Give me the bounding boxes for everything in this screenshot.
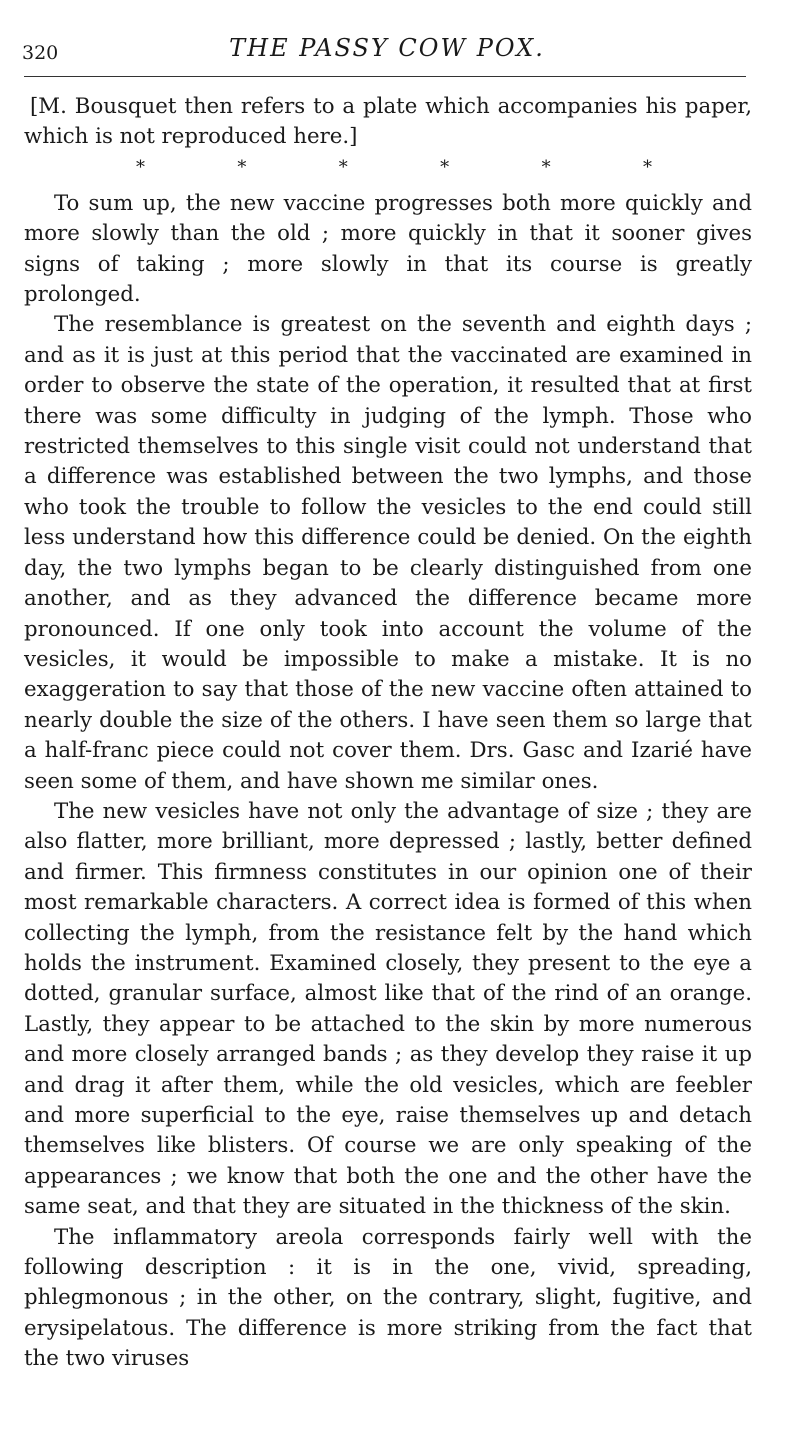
section-break-asterisks xyxy=(24,153,752,183)
header-rule xyxy=(24,76,746,77)
asterisk: * xyxy=(136,156,145,178)
asterisk: * xyxy=(541,156,551,178)
paragraph-resemblance: The resemblance is greatest on the seventh and eighth days ; and as it is just at this period that the vaccinated are examined in order to observe the state of the operation, it resulted that at first there was some difficulty in judging of the lymph. Those who restricted themselves to this single visit could not understand that a difference was established between the two lymphs, and those who took the trouble to follow the vesicles to the end could still less understand how this difference could be denied. On the eighth day, the two lymphs began to be clearly distinguished from one another, and as they advanced the difference became more pronounced. If one only took into account the volume of the vesicles, it would be impossible to make a mistake. It is no exaggeration to say that those of the new vaccine often attained to nearly double the size of the others. I have seen them so large that a half-franc piece could not cover them. Drs. Gasc and Izarié have seen some of them, and have shown me similar ones. xyxy=(24,312,752,794)
page-number: 320 xyxy=(22,42,59,64)
page-header xyxy=(22,34,752,66)
editorial-note: [M. Bousquet then refers to a plate which accompanies his paper, which is not reproduced here.] xyxy=(24,94,752,150)
asterisk: * xyxy=(338,156,348,178)
paragraph-areola: The inflammatory areola corresponds fairly well with the following description : it is in the one, vivid, spreading, phlegmonous ; in the other, on the contrary, slight, fugitive, and erysipelatous. The difference is more striking from the fact that the two viruses xyxy=(24,1224,752,1372)
body-text xyxy=(24,92,752,1375)
paragraph-summary: To sum up, the new vaccine progresses both more quickly and more slowly than the old ; more quickly in that it sooner gives signs of taking ; more slowly in that its course is greatly prolonged. xyxy=(24,190,752,308)
paragraph-new-vesicles: The new vesicles have not only the advantage of size ; they are also flatter, more brilliant, more depressed ; lastly, better defined and firmer. This firmness constitutes in our opinion one of their most remarkable characters. A correct idea is formed of this when collecting the lymph, from the resistance felt by the hand which holds the instrument. Examined closely, they present to the eye a dotted, granular surface, almost like that of the rind of an orange. Lastly, they appear to be attached to the skin by more numerous and more closely arranged bands ; as they develop they raise it up and drag it after them, while the old vesicles, which are feebler and more superficial to the eye, raise themselves up and detach themselves like blisters. Of course we are only speaking of the appearances ; we know that both the one and the other have the same seat, and that they are situated in the thickness of the skin. xyxy=(24,798,752,1220)
running-title: THE PASSY COW POX. xyxy=(229,34,545,62)
asterisk: * xyxy=(642,156,652,178)
asterisk: * xyxy=(237,156,247,178)
asterisk: * xyxy=(440,156,450,178)
